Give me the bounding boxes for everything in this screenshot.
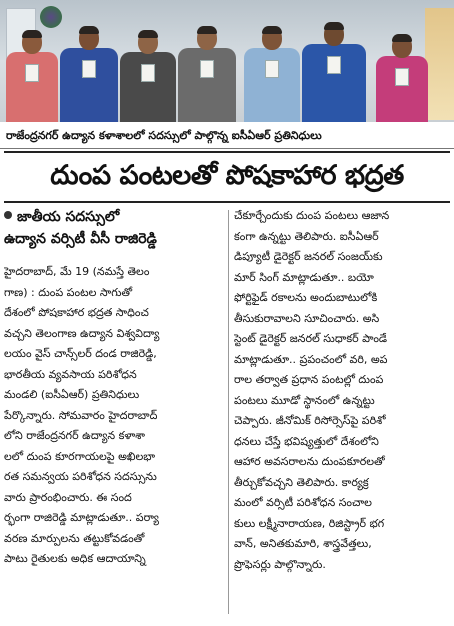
article-line: తీర్చుకోవచ్చని తెలిపారు. కార్యక్ర: [234, 475, 369, 489]
article-line: కులు లక్ష్మీనారాయణ, రిజిస్ట్రార్ భగ: [234, 516, 385, 530]
subheading-line-2: ఉద్యాన వర్సిటీ వీసీ రాజిరెడ్డి: [4, 231, 157, 247]
article-line: హైదరాబాద్, మే 19 (నమస్తే తెలం: [4, 265, 150, 278]
article-line: తీసుకురావాలని సూచించారు. అసి: [234, 311, 380, 325]
photo-person: [60, 26, 118, 122]
flower-bouquet-icon: [40, 6, 62, 28]
article-body-right: [234, 206, 450, 575]
photo-person: [6, 30, 58, 122]
article-line: రాల తర్వాత ప్రధాన పంటల్లో దుంప: [234, 373, 384, 386]
headline: దుంప పంటలతో పోషకాహార భద్రత: [50, 160, 404, 191]
column-divider: [228, 210, 229, 614]
article-line: లోని రాజేంద్రనగర్ ఉద్యాన కళాశా: [4, 429, 146, 442]
article-line: కంగా ఉన్నట్టు తెలిపారు. ఐసీఏఆర్: [234, 229, 379, 243]
photo-caption: రాజేంద్రనగర్ ఉద్యాన కళాశాలలో సదస్సులో పాల్గొన్న ఐసీఏఆర్ ప్రతినిధులు: [0, 123, 454, 149]
article-line: లయం వైస్ చాన్స్‌లర్ దండ రాజిరెడ్డి,: [4, 347, 157, 360]
article-line: భారతీయ వ్యవసాయ పరిశోధన: [4, 367, 137, 381]
article-line: ధనలు చేస్తే భవిష్యత్తులో దేశంలోని: [234, 434, 379, 448]
article-line: మార్ సింగ్ మాట్లాడుతూ.. బయో: [234, 270, 374, 284]
headline-bottom-rule: [4, 201, 450, 203]
article-line: పాటు రైతులకు అధిక ఆదాయాన్ని: [4, 552, 146, 565]
article-line: వరణ మార్పులను తట్టుకోవడంతో: [4, 531, 145, 545]
article-line: వాన్, అనితకుమారి, శాస్త్రవేత్తలు,: [234, 537, 372, 550]
article-line: చెప్పారు. జీనోమిక్ రిసోర్సెస్‌పై పరిశో: [234, 414, 386, 427]
article-line: చేకూర్చేందుకు దుంప పంటలు ఆజాన: [234, 209, 390, 222]
event-photo: [0, 0, 454, 122]
article-line: ఆహార అవసరాలను దుంపకూరలతో: [234, 455, 385, 468]
article-line: వచ్చని తెలంగాణ ఉద్యాన విశ్వవిద్యా: [4, 326, 160, 340]
photo-person: [120, 30, 176, 122]
article-line: మండలి (ఐసీఏఆర్) ప్రతినిధులు: [4, 388, 140, 401]
photo-person: [178, 26, 236, 122]
article-line: పేర్కొన్నారు. సోమవారం హైదరాబాద్: [4, 408, 158, 422]
article-line: ప్రొఫెసర్లు పాల్గొన్నారు.: [234, 557, 326, 571]
article-line: ర్భంగా రాజిరెడ్డి మాట్లాడుతూ.. పర్యా: [4, 511, 159, 524]
article-line: మాట్లాడుతూ.. ప్రపంచంలో వరి, అప: [234, 352, 388, 366]
article-line: పంటలు మూడో స్థానంలో ఉన్నట్టు: [234, 393, 375, 407]
article-line: ఫోర్టిఫైడ్ రకాలను అందుబాటులోకి: [234, 291, 378, 304]
article-line: దేశంలో పోషకాహార భద్రత సాధించ: [4, 306, 149, 319]
photo-right-banner: [425, 8, 454, 120]
article-line: గాణ) : దుంప పంటల సాగుతో: [4, 285, 133, 299]
article-column-left: [4, 206, 224, 570]
article-line: మంలో వర్సిటీ పరిశోధన సంచాల: [234, 496, 372, 509]
article-line: లలో దుంప కూరగాయలపై అఖిలభా: [4, 449, 156, 463]
photo-person: [376, 34, 428, 122]
article-line: రత సమన్వయ పరిశోధన సదస్సును: [4, 470, 157, 483]
article-column-right: [234, 206, 450, 575]
subheading-line-1: జాతీయ సదస్సులో: [4, 206, 224, 228]
article-body-left: [4, 262, 224, 570]
article-line: డిప్యూటీ డైరెక్టర్ జనరల్ సంజయ్‌కు: [234, 250, 383, 263]
article-line: స్టెంట్ డైరెక్టర్ జనరల్ సుధాకర్ పాండే: [234, 332, 388, 345]
photo-person: [302, 22, 366, 122]
photo-person: [244, 26, 300, 122]
bullet-icon: [4, 211, 12, 219]
article-line: వారు ప్రారంభించారు. ఈ సంద: [4, 490, 132, 504]
